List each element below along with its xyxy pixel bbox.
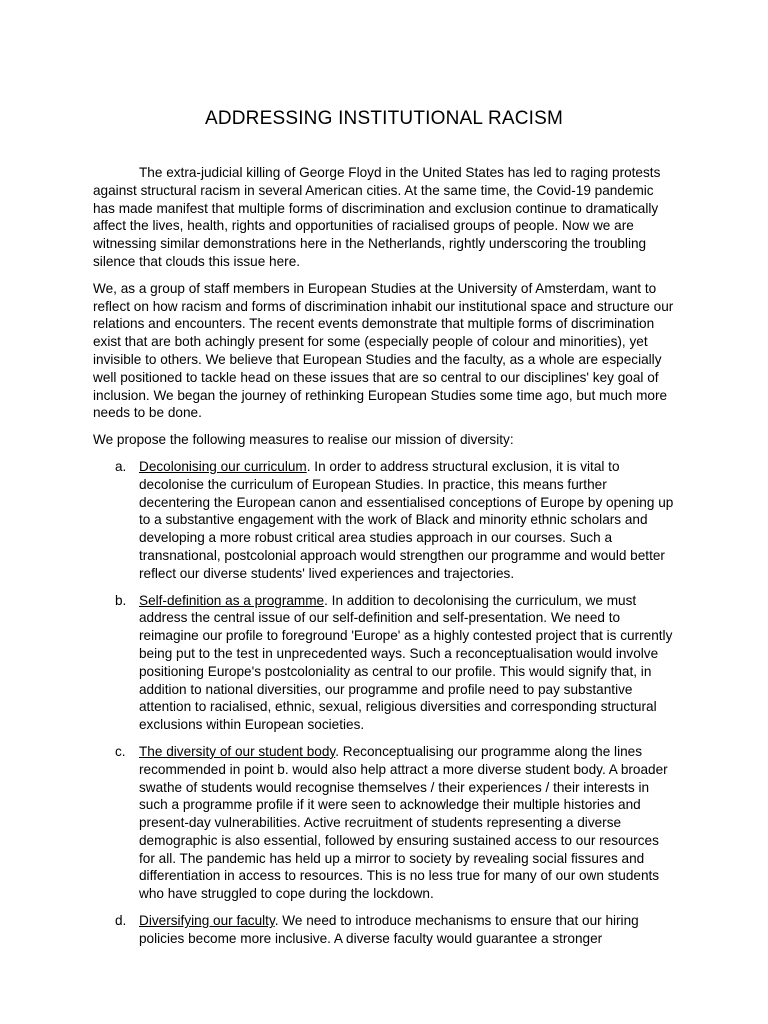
measure-text: . We need to introduce mechanisms to ensure that our hiring policies become more inclusive. A diverse faculty would guarantee a stronger: [139, 913, 639, 946]
list-item: [93, 912, 678, 948]
measure-heading: The diversity of our student body: [139, 743, 336, 759]
list-item: [93, 743, 678, 903]
measures-intro: We propose the following measures to realise our mission of diversity:: [93, 432, 514, 448]
list-marker: d.: [115, 913, 127, 929]
measure-text: . In order to address structural exclusion, it is vital to decolonise the curriculum of European Studies. In practice, this means further decentering the European canon and essentialised conceptions of Europe by opening up to a substantive engagement with the work of Black and minority ethnic scholars and developing a more robust critical area studies approach in our courses. Such a transnational, postcolonial approach would strengthen our programme and would better reflect our diverse students' lived experiences and trajectories.: [139, 458, 674, 581]
measure-heading: Decolonising our curriculum: [139, 458, 307, 474]
list-item: [93, 458, 678, 583]
staff-statement-paragraph: We, as a group of staff members in European Studies at the University of Amsterdam, want to reflect on how racism and forms of discrimination inhabit our institutional space and structure our relations and encounters. The recent events demonstrate that multiple forms of discrimination exist that are both achingly present for some (especially people of colour and minorities), yet invisible to others. We believe that European Studies and the faculty, as a whole are especially well positioned to tackle head on these issues that are so central to our disciplines' key goal of inclusion. We began the journey of rethinking European Studies some time ago, but much more needs to be done.: [93, 280, 674, 421]
list-marker: b.: [115, 592, 127, 608]
list-marker: a.: [115, 458, 127, 474]
document-title: ADDRESSING INSTITUTIONAL RACISM: [204, 108, 564, 129]
measure-heading: Diversifying our faculty: [139, 913, 275, 929]
measure-text: . Reconceptualising our programme along the lines recommended in point b. would also help attract a more diverse student body. A broader swathe of students would recognise themselves / their experiences / their interests in such a programme profile if it were seen to acknowledge their multiple histories and present-day vulnerabilities. Active recruitment of students representing a diverse demographic is also essential, followed by ensuring sustained access to our resources for all. The pandemic has held up a mirror to society by revealing social fissures and differentiation in access to resources. This is no less true for many of our own students who have struggled to cope during the lockdown.: [139, 743, 668, 902]
intro-paragraph: The extra-judicial killing of George Floyd in the United States has led to raging protests against structural racism in several American cities. At the same time, the Covid-19 pandemic has made manifest that multiple forms of discrimination and exclusion continue to dramatically affect the lives, health, rights and opportunities of racialised groups of people. Now we are witnessing similar demonstrations here in the Netherlands, rightly underscoring the troubling silence that clouds this issue here.: [93, 165, 661, 269]
measure-text: . In addition to decolonising the curriculum, we must address the central issue of our self-definition and self-presentation. We need to reimagine our profile to foreground 'Europe' as a highly contested project that is currently being put to the test in unprecedented ways. Such a reconceptualisation would involve positioning Europe's postcoloniality as central to our profile. This would signify that, in addition to national diversities, our programme and profile need to pay substantive attention to racialised, ethnic, sexual, religious diversities and corresponding structural exclusions within European societies.: [139, 592, 673, 733]
list-marker: c.: [115, 743, 126, 759]
document-body: [93, 164, 678, 957]
list-item: [93, 592, 678, 734]
measure-heading: Self-definition as a programme: [139, 592, 325, 608]
measures-list: [93, 458, 678, 948]
